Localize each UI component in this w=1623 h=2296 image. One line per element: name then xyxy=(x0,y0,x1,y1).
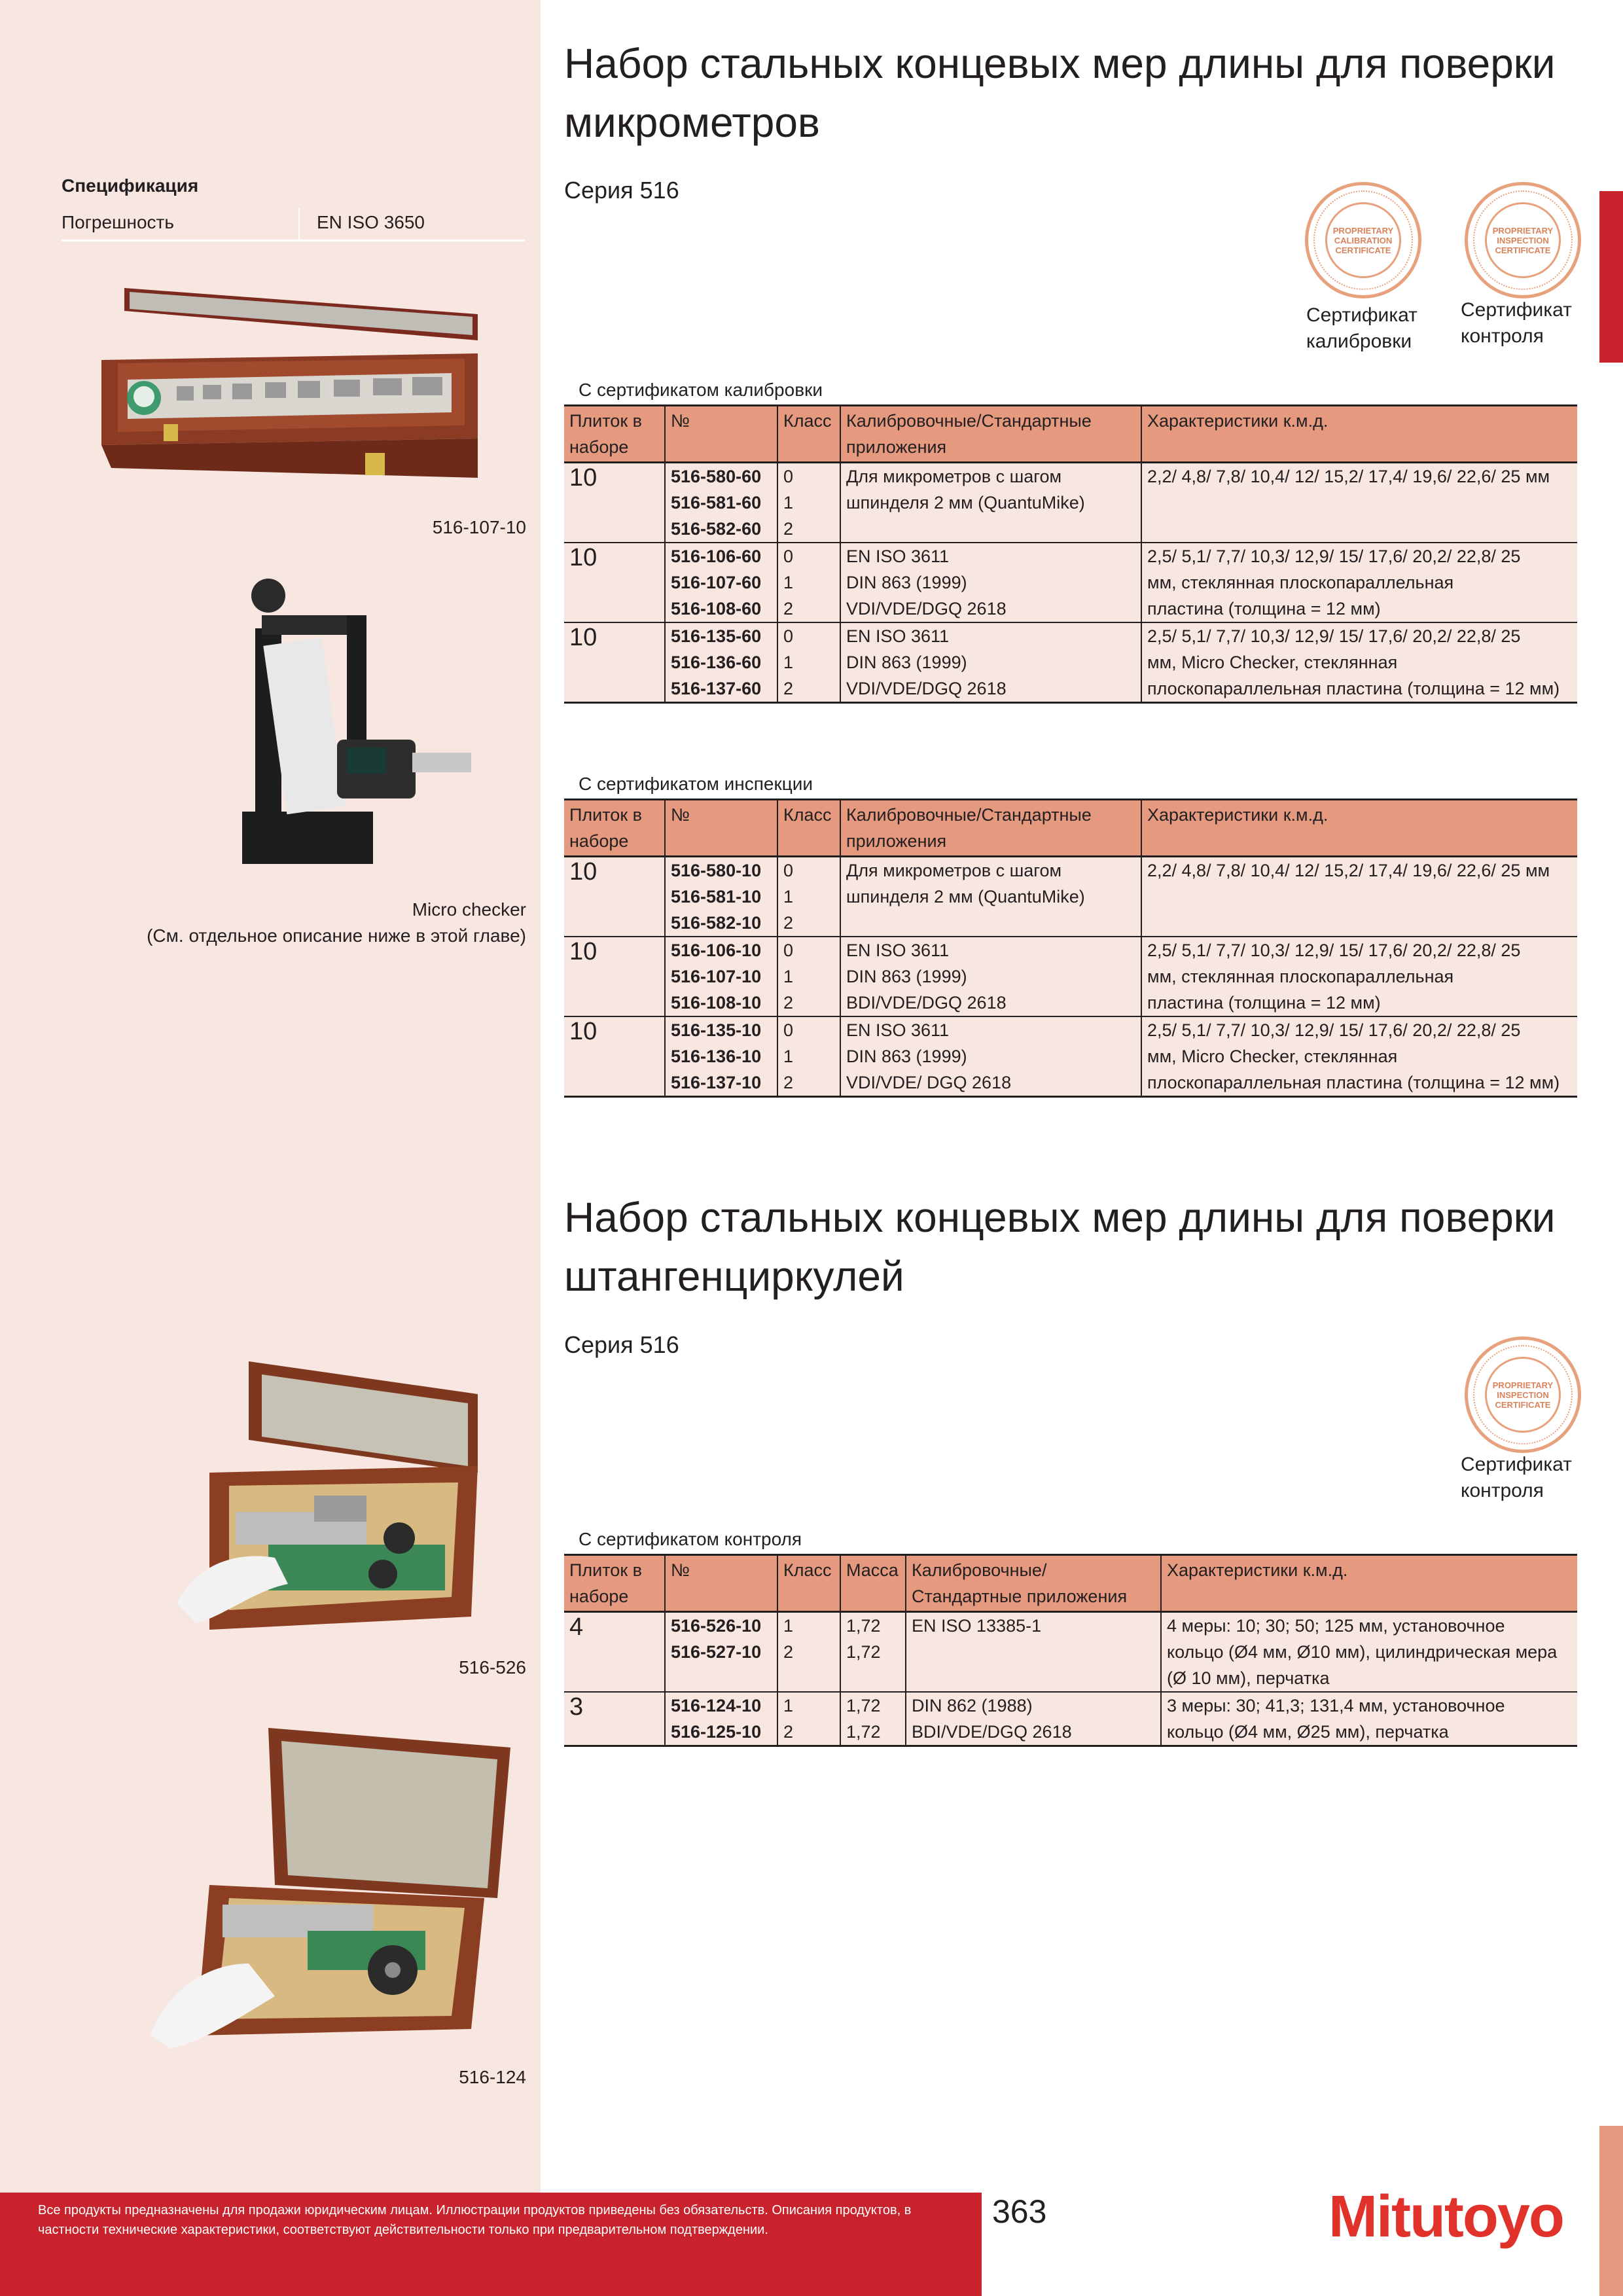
cell-line: Для микрометров с шагом xyxy=(846,861,1062,880)
table-row xyxy=(564,1612,1577,1693)
cell-codes xyxy=(665,1016,777,1097)
cell-line xyxy=(1147,910,1572,936)
cell-classes xyxy=(777,622,840,703)
cell-characteristics xyxy=(1141,1016,1577,1097)
cert2-label xyxy=(1461,297,1572,350)
col-class: Класс xyxy=(777,1555,840,1612)
cell-line xyxy=(912,1665,1155,1691)
table-row xyxy=(564,622,1577,703)
col-count: Плиток в наборе xyxy=(564,800,665,857)
col-applications: Калибровочные/ Стандартные приложения xyxy=(906,1555,1161,1612)
footer-disclaimer xyxy=(38,2200,941,2240)
cell-line: 516-580-10 xyxy=(671,861,762,880)
cell-line: 1 xyxy=(783,1616,794,1636)
cell-mass xyxy=(840,1692,906,1746)
cell-codes xyxy=(665,1692,777,1746)
col-applications: Калибровочные/Стандартные приложения xyxy=(840,406,1141,463)
col-count: Плиток в наборе xyxy=(564,406,665,463)
cell-line: 516-581-10 xyxy=(671,887,762,906)
cell-line: 516-107-60 xyxy=(671,573,762,592)
cell-line: 1 xyxy=(783,573,794,592)
table-header-row xyxy=(564,1555,1577,1612)
spec-key: Погрешность xyxy=(62,212,174,232)
cell-line: 1,72 xyxy=(846,1696,881,1715)
cell-line: 2,2/ 4,8/ 7,8/ 10,4/ 12/ 15,2/ 17,4/ 19,6/ 22,6/ 25 мм xyxy=(1147,861,1550,880)
cell-line: EN ISO 3611 xyxy=(846,941,950,960)
cell-line: 2 xyxy=(783,1073,794,1092)
cell-line: 2 xyxy=(783,599,794,619)
caption-516-124: 516-124 xyxy=(459,2067,526,2087)
cell-line xyxy=(671,1665,772,1691)
chapter-tab-marker-bottom xyxy=(1599,2126,1623,2296)
col-characteristics: Характеристики к.м.д. xyxy=(1161,1555,1577,1612)
cell-count: 3 xyxy=(564,1692,665,1746)
cell-line: 2,5/ 5,1/ 7,7/ 10,3/ 12,9/ 15/ 17,6/ 20,2/ 22,8/ 25 xyxy=(1147,1020,1521,1040)
table-row xyxy=(564,1016,1577,1097)
cell-applications xyxy=(840,463,1141,543)
cell-count: 4 xyxy=(564,1612,665,1693)
cell-classes xyxy=(777,1016,840,1097)
product-photo-516-124 xyxy=(144,1721,510,2049)
cell-line: EN ISO 3611 xyxy=(846,626,950,646)
cell-line xyxy=(846,516,1135,542)
section2-cert-label-line1: Сертификат xyxy=(1461,1454,1572,1475)
caption-516-526: 516-526 xyxy=(459,1657,526,1677)
cell-line: шпинделя 2 мм (QuantuMike) xyxy=(846,493,1085,512)
col-class: Класс xyxy=(777,800,840,857)
cell-line: 516-527-10 xyxy=(671,1642,762,1662)
cell-line: плоскопараллельная пластина (толщина = 12 мм) xyxy=(1147,679,1560,698)
cell-line: VDI/VDE/DGQ 2618 xyxy=(846,679,1007,698)
cell-line: 2,2/ 4,8/ 7,8/ 10,4/ 12/ 15,2/ 17,4/ 19,6/ 22,6/ 25 мм xyxy=(1147,467,1550,486)
cell-line: 2 xyxy=(783,679,794,698)
inspection-table xyxy=(564,798,1577,1098)
col-count: Плиток в наборе xyxy=(564,1555,665,1612)
cell-line: DIN 863 (1999) xyxy=(846,573,967,592)
cell-line: 4 меры: 10; 30; 50; 125 мм, установочное xyxy=(1167,1616,1505,1636)
col-number: № xyxy=(665,406,777,463)
product-photo-516-526 xyxy=(170,1355,484,1636)
cell-line: Для микрометров с шагом xyxy=(846,467,1062,486)
cell-line: 516-580-60 xyxy=(671,467,762,486)
product-photo-micro-checker xyxy=(216,576,478,870)
spec-title: Спецификация xyxy=(62,175,199,196)
cell-codes xyxy=(665,857,777,937)
cell-line: пластина (толщина = 12 мм) xyxy=(1147,993,1381,1013)
cell-line: DIN 863 (1999) xyxy=(846,967,967,986)
table-header-row xyxy=(564,406,1577,463)
col-characteristics: Характеристики к.м.д. xyxy=(1141,406,1577,463)
cell-codes xyxy=(665,937,777,1016)
section1-series: Серия 516 xyxy=(564,177,679,204)
cell-characteristics xyxy=(1161,1692,1577,1746)
table-row xyxy=(564,543,1577,622)
cell-line: 0 xyxy=(783,861,794,880)
cell-count: 10 xyxy=(564,1016,665,1097)
section1-title-line1: Набор стальных концевых мер длины для поверки xyxy=(564,40,1556,87)
cell-applications xyxy=(906,1692,1161,1746)
footer-disclaimer-line1: Все продукты предназначены для продажи юридическим лицам. Иллюстрации продуктов приведены без обязательств. Описания продуктов, в xyxy=(38,2203,912,2217)
caption-micro-checker xyxy=(16,897,526,949)
table1-caption: С сертификатом калибровки xyxy=(579,380,823,400)
cell-line: 516-136-60 xyxy=(671,653,762,672)
section2-cert-label-line2: контроля xyxy=(1461,1480,1544,1501)
cell-line: 516-135-60 xyxy=(671,626,762,646)
cell-count: 10 xyxy=(564,463,665,543)
cell-line: 1 xyxy=(783,887,794,906)
cell-line: 516-136-10 xyxy=(671,1047,762,1066)
cell-line: VDI/VDE/ DGQ 2618 xyxy=(846,1073,1012,1092)
cell-characteristics xyxy=(1141,622,1577,703)
col-number: № xyxy=(665,800,777,857)
cell-characteristics xyxy=(1141,937,1577,1016)
cell-applications xyxy=(840,622,1141,703)
cell-line: 0 xyxy=(783,941,794,960)
cell-characteristics xyxy=(1161,1612,1577,1693)
cell-classes xyxy=(777,1612,840,1693)
cell-line xyxy=(783,1665,834,1691)
calibration-certificate-seal-icon: PROPRIETARY CALIBRATION CERTIFICATE xyxy=(1305,182,1421,298)
cell-codes xyxy=(665,543,777,622)
table2-caption: С сертификатом инспекции xyxy=(579,774,813,794)
cell-line: кольцо (Ø4 мм, Ø25 мм), перчатка xyxy=(1167,1722,1449,1742)
cell-line: 2 xyxy=(783,913,794,933)
cert1-label xyxy=(1306,302,1418,355)
cell-line: 3 меры: 30; 41,3; 131,4 мм, установочное xyxy=(1167,1696,1505,1715)
table3-caption: С сертификатом контроля xyxy=(579,1529,802,1549)
cell-line: 516-108-60 xyxy=(671,599,762,619)
cell-line: 2,5/ 5,1/ 7,7/ 10,3/ 12,9/ 15/ 17,6/ 20,2/ 22,8/ 25 xyxy=(1147,626,1521,646)
cell-line: плоскопараллельная пластина (толщина = 12 мм) xyxy=(1147,1073,1560,1092)
section1-title xyxy=(564,34,1556,152)
cell-line: 516-124-10 xyxy=(671,1696,762,1715)
cell-classes xyxy=(777,463,840,543)
cell-line: 2,5/ 5,1/ 7,7/ 10,3/ 12,9/ 15/ 17,6/ 20,2/ 22,8/ 25 xyxy=(1147,941,1521,960)
cell-line: DIN 862 (1988) xyxy=(912,1696,1033,1715)
cell-line: 2 xyxy=(783,993,794,1013)
cell-count: 10 xyxy=(564,622,665,703)
cell-line: 2 xyxy=(783,519,794,539)
cell-line xyxy=(1147,884,1572,910)
cell-line: BDI/VDE/DGQ 2618 xyxy=(912,1722,1072,1742)
cell-line: 516-106-60 xyxy=(671,547,762,566)
caption-516-107-10: 516-107-10 xyxy=(432,517,526,537)
cell-line: 1 xyxy=(783,967,794,986)
cell-line: 2 xyxy=(783,1642,794,1662)
cell-mass xyxy=(840,1612,906,1693)
inspection-certificate-seal-icon: PROPRIETARY INSPECTION CERTIFICATE xyxy=(1465,182,1581,298)
cell-applications xyxy=(840,857,1141,937)
cell-line: 2,5/ 5,1/ 7,7/ 10,3/ 12,9/ 15/ 17,6/ 20,2/ 22,8/ 25 xyxy=(1147,547,1521,566)
cell-codes xyxy=(665,463,777,543)
cell-line: EN ISO 13385-1 xyxy=(912,1616,1042,1636)
cell-line: 1 xyxy=(783,1047,794,1066)
section2-title-line1: Набор стальных концевых мер длины для поверки xyxy=(564,1194,1556,1241)
cell-count: 10 xyxy=(564,857,665,937)
cell-line: 516-582-60 xyxy=(671,519,762,539)
cell-line: 1,72 xyxy=(846,1616,881,1636)
cell-line: 1 xyxy=(783,1696,794,1715)
cell-line: 516-526-10 xyxy=(671,1616,762,1636)
cert1-label-line1: Сертификат xyxy=(1306,304,1418,326)
cell-line: 516-135-10 xyxy=(671,1020,762,1040)
cell-line: EN ISO 3611 xyxy=(846,1020,950,1040)
cell-characteristics xyxy=(1141,463,1577,543)
cell-applications xyxy=(906,1612,1161,1693)
cell-classes xyxy=(777,543,840,622)
cell-line: 2 xyxy=(783,1722,794,1742)
cell-line: VDI/VDE/DGQ 2618 xyxy=(846,599,1007,619)
table-row xyxy=(564,463,1577,543)
table-row xyxy=(564,937,1577,1016)
cell-line: DIN 863 (1999) xyxy=(846,653,967,672)
spec-row xyxy=(62,208,525,242)
cell-line: мм, Micro Checker, стеклянная xyxy=(1147,1047,1398,1066)
cell-line: мм, стеклянная плоскопараллельная xyxy=(1147,573,1454,592)
cell-line: EN ISO 3611 xyxy=(846,547,950,566)
section2-series: Серия 516 xyxy=(564,1331,679,1358)
section1-title-line2: микрометров xyxy=(564,99,820,146)
cell-applications xyxy=(840,937,1141,1016)
cell-classes xyxy=(777,1692,840,1746)
footer-disclaimer-line2: частности технические характеристики, соответствуют действительности только при предварительном подтверждении. xyxy=(38,2223,768,2237)
cell-applications xyxy=(840,543,1141,622)
caption-micro-checker-line1: Micro checker xyxy=(412,899,526,920)
cell-line: 516-137-60 xyxy=(671,679,762,698)
col-applications: Калибровочные/Стандартные приложения xyxy=(840,800,1141,857)
cell-line xyxy=(1147,516,1572,542)
cell-count: 10 xyxy=(564,937,665,1016)
cell-line: 0 xyxy=(783,1020,794,1040)
cell-line xyxy=(912,1639,1155,1665)
table-row xyxy=(564,857,1577,937)
chapter-tab-marker xyxy=(1599,191,1623,363)
col-number: № xyxy=(665,1555,777,1612)
cell-line: BDI/VDE/DGQ 2618 xyxy=(846,993,1007,1013)
cell-line: 0 xyxy=(783,626,794,646)
cell-line xyxy=(846,1665,900,1691)
table-row xyxy=(564,1692,1577,1746)
cell-applications xyxy=(840,1016,1141,1097)
col-mass: Масса xyxy=(840,1555,906,1612)
cert2-label-line2: контроля xyxy=(1461,325,1544,347)
col-characteristics: Характеристики к.м.д. xyxy=(1141,800,1577,857)
cell-codes xyxy=(665,622,777,703)
cell-line: 0 xyxy=(783,547,794,566)
inspection-certificate-seal-icon: PROPRIETARY INSPECTION CERTIFICATE xyxy=(1465,1336,1581,1453)
calibration-table xyxy=(564,404,1577,704)
cell-count: 10 xyxy=(564,543,665,622)
cell-line: 1 xyxy=(783,493,794,512)
section2-cert-label xyxy=(1461,1452,1572,1504)
cell-line: 516-581-60 xyxy=(671,493,762,512)
cell-line: DIN 863 (1999) xyxy=(846,1047,967,1066)
cell-line: 516-106-10 xyxy=(671,941,762,960)
cell-classes xyxy=(777,857,840,937)
product-photo-516-107-10 xyxy=(98,281,484,491)
cell-line xyxy=(1147,490,1572,516)
cell-characteristics xyxy=(1141,543,1577,622)
cert2-label-line1: Сертификат xyxy=(1461,299,1572,321)
caliper-inspection-table xyxy=(564,1554,1577,1747)
cell-line: мм, стеклянная плоскопараллельная xyxy=(1147,967,1454,986)
cell-line: 516-582-10 xyxy=(671,913,762,933)
cell-line: кольцо (Ø4 мм, Ø10 мм), цилиндрическая мера xyxy=(1167,1642,1558,1662)
cell-line: 0 xyxy=(783,467,794,486)
caption-micro-checker-line2: (См. отдельное описание ниже в этой главе) xyxy=(147,925,526,946)
cell-codes xyxy=(665,1612,777,1693)
cell-line xyxy=(846,910,1135,936)
cell-line: 516-107-10 xyxy=(671,967,762,986)
cell-line: пластина (толщина = 12 мм) xyxy=(1147,599,1381,619)
cell-line: 1 xyxy=(783,653,794,672)
cell-line: 516-137-10 xyxy=(671,1073,762,1092)
section2-title xyxy=(564,1188,1556,1306)
page-number: 363 xyxy=(992,2193,1047,2230)
spec-value: EN ISO 3650 xyxy=(317,212,425,232)
spec-separator xyxy=(298,208,300,240)
cell-line: 1,72 xyxy=(846,1722,881,1742)
cert1-label-line2: калибровки xyxy=(1306,331,1412,352)
table-header-row xyxy=(564,800,1577,857)
cell-classes xyxy=(777,937,840,1016)
section2-title-line2: штангенциркулей xyxy=(564,1253,904,1300)
col-class: Класс xyxy=(777,406,840,463)
cell-line: 516-125-10 xyxy=(671,1722,762,1742)
cell-line: (Ø 10 мм), перчатка xyxy=(1167,1668,1330,1688)
mitutoyo-logo: Mitutoyo xyxy=(1329,2184,1563,2250)
cell-line: мм, Micro Checker, стеклянная xyxy=(1147,653,1398,672)
cell-line: 1,72 xyxy=(846,1642,881,1662)
cell-line: шпинделя 2 мм (QuantuMike) xyxy=(846,887,1085,906)
cell-characteristics xyxy=(1141,857,1577,937)
cell-line: 516-108-10 xyxy=(671,993,762,1013)
